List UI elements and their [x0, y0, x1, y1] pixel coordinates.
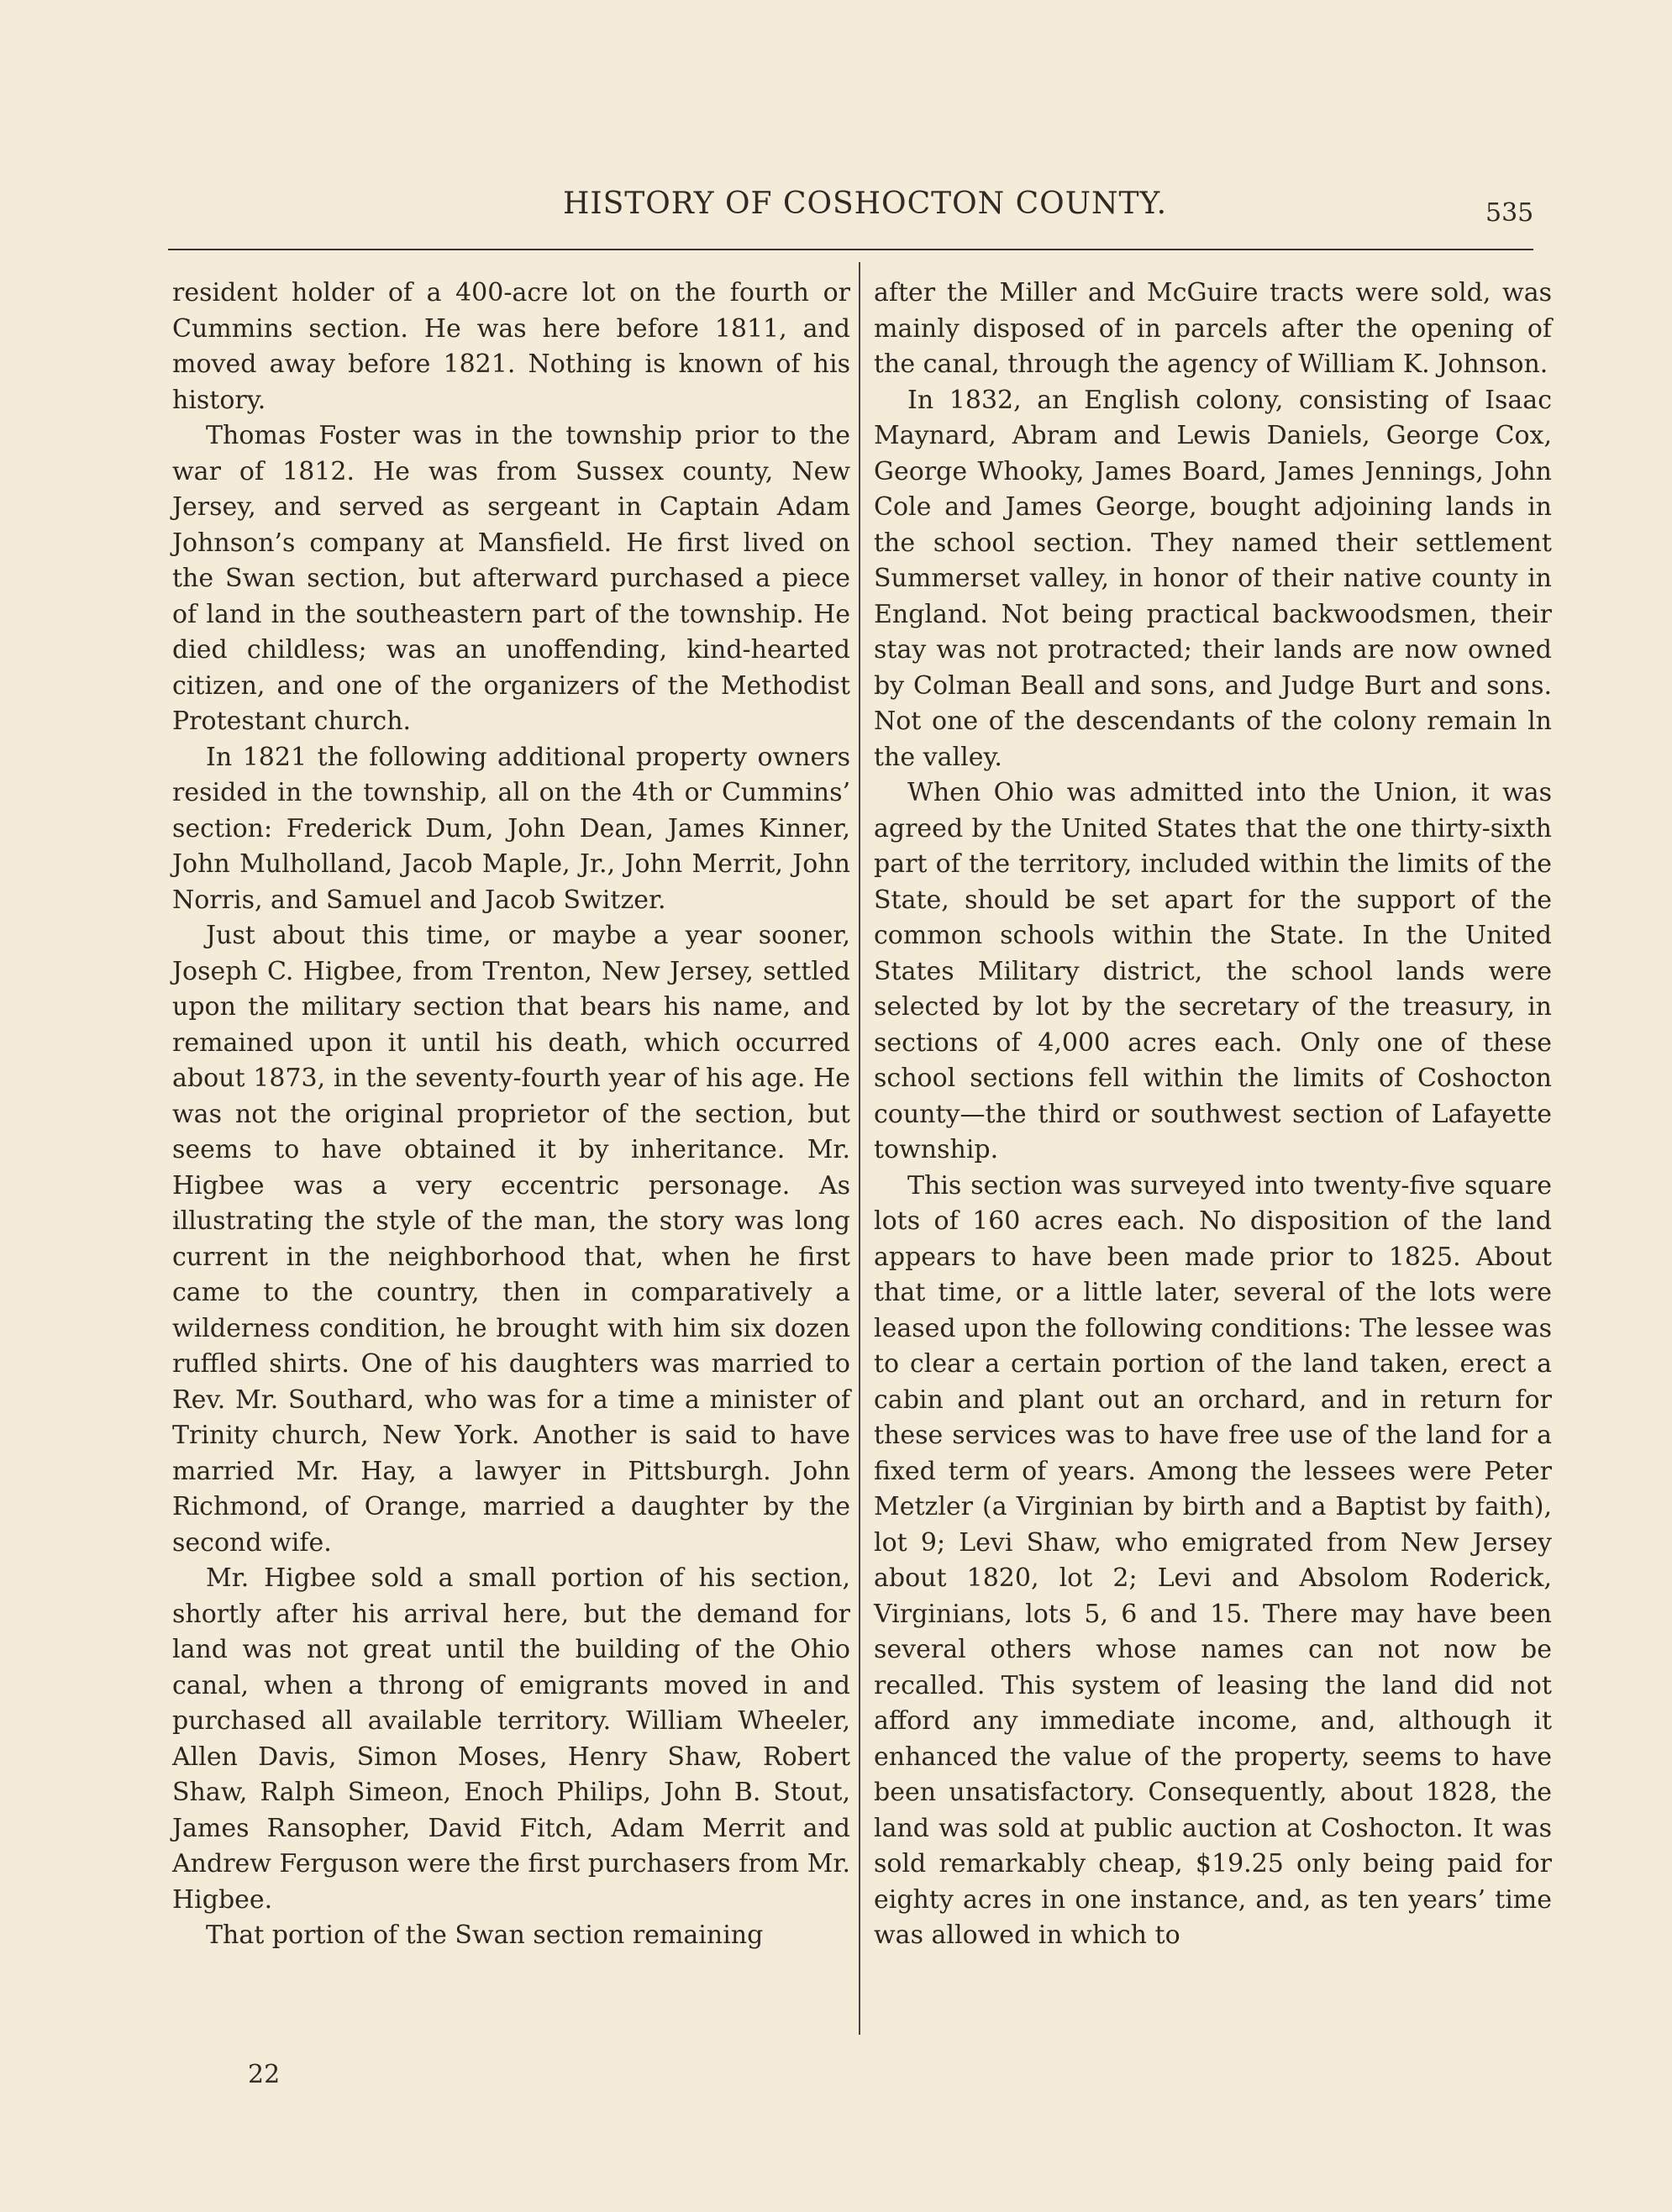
paragraph: Thomas Foster was in the township prior to the war of 1812. He was from Sussex county, New Jersey, and served as sergeant in Captain Adam Johnson’s company at Mansfield. He first lived on the Swan section, but afterward purchased a piece of land in the southeastern part of the township. He died childless; was an unoffending, kind-hearted citizen, and one of the organizers of the Methodist Protestant church.	[172, 421, 850, 736]
left-column	[172, 276, 850, 1954]
paragraph: When Ohio was admitted into the Union, it was agreed by the United States that the one thirty-sixth part of the territory, included within the limits of the State, should be set apart for the support of the common schools within the State. In the United States Military district, the school lands were selected by lot by the secretary of the treasury, in sections of 4,000 acres each. Only one of these school sections fell within the limits of Coshocton county—the third or southwest section of Lafayette township.	[874, 778, 1552, 1164]
paragraph: after the Miller and McGuire tracts were sold, was mainly disposed of in parcels after the opening of the canal, through the agency of William K. Johnson.	[874, 278, 1552, 379]
paragraph: That portion of the Swan section remaining	[206, 1920, 764, 1950]
paragraph: In 1821 the following additional property owners resided in the township, all on the 4th or Cummins’ section: Frederick Dum, John Dean, James Kinner, John Mulholland, Jacob Maple, Jr., John Merrit, John Norris, and Samuel and Jacob Switzer.	[172, 742, 850, 915]
column-divider	[859, 262, 860, 2035]
page-number: 535	[1485, 198, 1534, 228]
paragraph: Just about this time, or maybe a year sooner, Joseph C. Higbee, from Trenton, New Jersey, settled upon the military section that bears his name, and remained upon it until his death, which occurred about 1873, in the seventy-fourth year of his age. He was not the original proprietor of the section, but seems to have obtained it by inheritance. Mr. Higbee was a very eccentric personage. As illustrating the style of the man, the story was long current in the neighborhood that, when he first came to the country, then in comparatively a wilderness condition, he brought with him six dozen ruffled shirts. One of his daughters was married to Rev. Mr. Southard, who was for a time a minister of Trinity church, New York. Another is said to have married Mr. Hay, a lawyer in Pittsburgh. John Richmond, of Orange, married a daughter by the second wife.	[172, 921, 850, 1558]
signature-mark: 22	[248, 2060, 281, 2089]
paragraph: This section was surveyed into twenty-five square lots of 160 acres each. No disposition of the land appears to have been made prior to 1825. About that time, or a little later, several of the lots were leased upon the following conditions: The lessee was to clear a certain portion of the land taken, erect a cabin and plant out an orchard, and in return for these services was to have free use of the land for a fixed term of years. Among the lessees were Peter Metzler (a Virginian by birth and a Baptist by faith), lot 9; Levi Shaw, who emigrated from New Jersey about 1820, lot 2; Levi and Absolom Roderick, Virginians, lots 5, 6 and 15. There may have been several others whose names can not now be recalled. This system of leasing the land did not afford any immediate income, and, although it enhanced the value of the property, seems to have been unsatisfactory. Consequently, about 1828, the land was sold at public auction at Coshocton. It was sold remarkably cheap, $19.25 only being paid for eighty acres in one instance, and, as ten years’ time was allowed in which to	[874, 1170, 1552, 1950]
running-head-title: HISTORY OF COSHOCTON COUNTY.	[563, 187, 1168, 221]
paragraph: Mr. Higbee sold a small portion of his section, shortly after his arrival here, but the demand for land was not great until the building of the Ohio canal, when a throng of emigrants moved in and purchased all available territory. William Wheeler, Allen Davis, Simon Moses, Henry Shaw, Robert Shaw, Ralph Simeon, Enoch Philips, John B. Stout, James Ransopher, David Fitch, Adam Merrit and Andrew Ferguson were the first purchasers from Mr. Higbee.	[172, 1563, 850, 1915]
right-column	[874, 276, 1552, 1954]
paragraph: resident holder of a 400-acre lot on the fourth or Cummins section. He was here before 1811, and moved away before 1821. Nothing is known of his history.	[172, 278, 850, 415]
header-rule	[168, 249, 1533, 250]
paragraph: In 1832, an English colony, consisting of Isaac Maynard, Abram and Lewis Daniels, George Cox, George Whooky, James Board, James Jennings, John Cole and James George, bought adjoining lands in the school section. They named their settlement Summerset valley, in honor of their native county in England. Not being practical backwoodsmen, their stay was not protracted; their lands are now owned by Colman Beall and sons, and Judge Burt and sons. Not one of the descendants of the colony remain ln the valley.	[874, 385, 1552, 772]
